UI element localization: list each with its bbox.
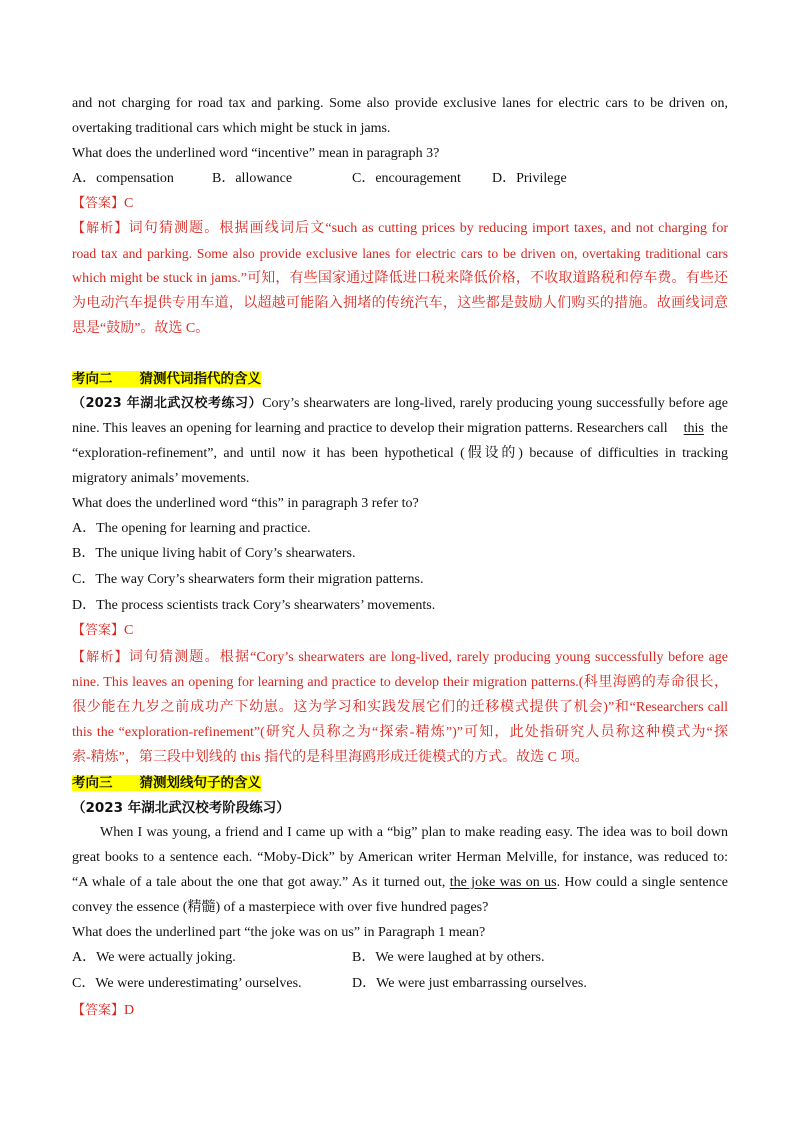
option-d: D．Privilege xyxy=(492,171,567,186)
answer-label: 【答案】 xyxy=(72,196,125,211)
analysis-line: road tax and parking. Some also provide exclusive lanes for electric cars to be driven on, overtaking traditional cars xyxy=(72,246,728,261)
analysis-line: 思是“鼓励”。故选 C。 xyxy=(72,321,210,336)
answer-line xyxy=(72,621,728,641)
analysis-line: 【解析】词句猜测题。根据画线词后文“such as cutting prices by reducing import taxes, and not charging for xyxy=(72,221,728,236)
analysis-label: 【解析】 xyxy=(72,650,129,665)
analysis-line: 【解析】词句猜测题。根据“Cory’s shearwaters are long-lived, rarely producing young successfully before age xyxy=(72,650,728,665)
option-b: B．allowance xyxy=(212,171,293,186)
passage-line: When I was young, a friend and I came up with a “big” plan to make reading easy. The idea was to boil down xyxy=(100,825,728,840)
source-label: （2023 年湖北武汉校考阶段练习） xyxy=(72,800,290,816)
option-a: A．The opening for learning and practice. xyxy=(72,521,311,536)
section-heading-text: 考向三 猜测划线句子的含义 xyxy=(72,775,261,791)
answer-label: 【答案】 xyxy=(72,623,125,638)
section-heading xyxy=(72,369,728,390)
section-heading xyxy=(72,773,728,794)
option-b: B．The unique living habit of Cory’s shearwaters. xyxy=(72,546,356,561)
analysis-line: 为电动汽车提供专用车道，以超越可能陷入拥堵的传统汽车，这些都是鼓励人们购买的措施。故画线词意 xyxy=(72,296,728,311)
passage-line: migratory animals’ movements. xyxy=(72,471,250,486)
option-b: B．We were laughed at by others. xyxy=(352,950,545,965)
answer-value: D xyxy=(124,1003,135,1018)
passage-line: （2023 年湖北武汉校考练习）Cory’s shearwaters are long-lived, rarely producing young successfully before age xyxy=(72,396,728,411)
analysis-line: 索-精炼”，第三段中划线的 this 指代的是科里海鸥形成迁徙模式的方式。故选 C 项。 xyxy=(72,750,589,765)
option-c: C．encouragement xyxy=(352,171,461,186)
source-label: （2023 年湖北武汉校考练习） xyxy=(72,396,263,411)
underlined-phrase: the joke was on us xyxy=(449,875,557,890)
passage-line: “A whale of a tale about the one that got away.” As it turned out, the joke was on us. How could a single sentence xyxy=(72,875,728,890)
analysis-line: which might be stuck in jams.”可知，有些国家通过降低进口税来降低价格，不收取道路税和停车费。有些还 xyxy=(72,271,728,286)
answer-value: C xyxy=(124,623,134,638)
option-d: D．We were just embarrassing ourselves. xyxy=(352,976,587,991)
question-text: What does the underlined word “this” in paragraph 3 refer to? xyxy=(72,496,419,511)
question-text: What does the underlined word “incentive” mean in paragraph 3? xyxy=(72,146,440,161)
option-c: C．The way Cory’s shearwaters form their migration patterns. xyxy=(72,572,424,587)
option-a: A．compensation xyxy=(72,171,174,186)
option-a: A．We were actually joking. xyxy=(72,950,236,965)
answer-label: 【答案】 xyxy=(72,1003,125,1018)
answer-line xyxy=(72,1001,728,1021)
passage-line: and not charging for road tax and parking. Some also provide exclusive lanes for electric cars to be driven on, xyxy=(72,96,728,111)
analysis-line: 很少能在九岁之前成功产下幼崽。这为学习和实践发展它们的迁移模式提供了机会)”和“Researchers call xyxy=(72,700,728,715)
answer-value: C xyxy=(124,196,134,211)
passage-line: great books to a sentence each. “Moby-Dick” by American writer Herman Melville, for instance, was reduced to: xyxy=(72,850,728,865)
analysis-label: 【解析】 xyxy=(72,221,129,236)
underlined-word: this xyxy=(683,421,704,436)
question-text: What does the underlined part “the joke was on us” in Paragraph 1 mean? xyxy=(72,925,486,940)
option-d: D．The process scientists track Cory’s shearwaters’ movements. xyxy=(72,598,436,613)
analysis-line: nine. This leaves an opening for learning and practice to develop their migration patterns.(科里海鸥的寿命很长， xyxy=(72,675,728,690)
section-heading-text: 考向二 猜测代词指代的含义 xyxy=(72,371,261,387)
analysis-line: this the “exploration-refinement”(研究人员称之为“探索-精炼”)”可知，此处指研究人员称这种模式为“探 xyxy=(72,725,728,740)
answer-line xyxy=(72,194,728,214)
passage-line: “exploration-refinement”, and until now it has been hypothetical (假设的) because of difficulties in tracking xyxy=(72,446,728,461)
passage-line: overtaking traditional cars which might be stuck in jams. xyxy=(72,121,391,136)
option-c: C．We were underestimating’ ourselves. xyxy=(72,976,302,991)
passage-line: nine. This leaves an opening for learning and practice to develop their migration patterns. Researchers call this the xyxy=(72,421,728,436)
passage-line: convey the essence (精髓) of a masterpiece with over five hundred pages? xyxy=(72,900,489,915)
